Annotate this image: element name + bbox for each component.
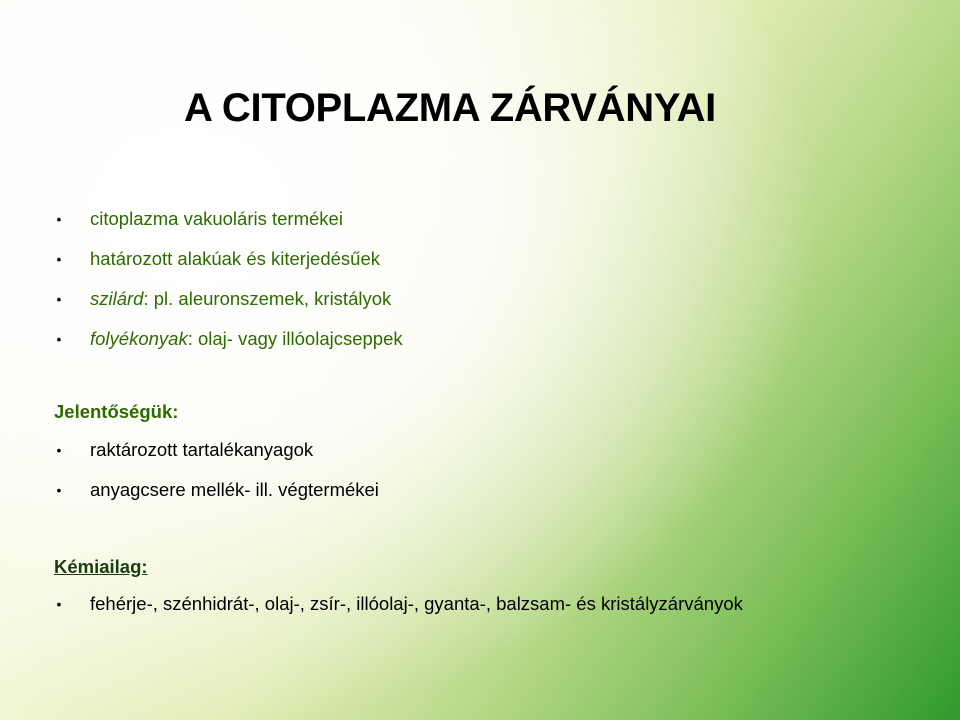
list-item-text: határozott alakúak és kiterjedésűek — [90, 248, 381, 269]
list-item-text: raktározott tartalékanyagok — [90, 439, 314, 460]
bullet-icon: • — [56, 442, 62, 458]
list-item — [0, 430, 379, 470]
list-item — [0, 239, 403, 279]
significance-list — [0, 430, 379, 510]
bullet-icon: • — [56, 291, 62, 307]
chemistry-list — [0, 584, 743, 624]
significance-heading: Jelentőségük: — [54, 401, 179, 422]
bullet-icon: • — [56, 482, 62, 498]
list-item — [0, 199, 403, 239]
bullet-icon: • — [56, 251, 62, 267]
properties-list — [0, 199, 403, 359]
list-item-text: citoplazma vakuoláris termékei — [90, 208, 343, 229]
bullet-icon: • — [56, 331, 62, 347]
bullet-icon: • — [56, 596, 62, 612]
list-item-emphasis: szilárd — [90, 288, 144, 309]
list-item — [0, 470, 379, 510]
list-item — [0, 319, 403, 359]
list-item — [0, 584, 743, 624]
list-item-emphasis: folyékonyak — [90, 328, 188, 349]
list-item-text: : pl. aleuronszemek, kristályok — [143, 288, 392, 309]
list-item-text: : olaj- vagy illóolajcseppek — [187, 328, 403, 349]
list-item-text: anyagcsere mellék- ill. végtermékei — [90, 479, 379, 500]
bullet-icon: • — [56, 211, 62, 227]
slide-title: A CITOPLAZMA ZÁRVÁNYAI — [184, 86, 716, 130]
list-item-text: fehérje-, szénhidrát-, olaj-, zsír-, illóolaj-, gyanta-, balzsam- és kristályzárványok — [90, 593, 743, 614]
chemistry-heading: Kémiailag: — [54, 556, 148, 577]
list-item — [0, 279, 403, 319]
